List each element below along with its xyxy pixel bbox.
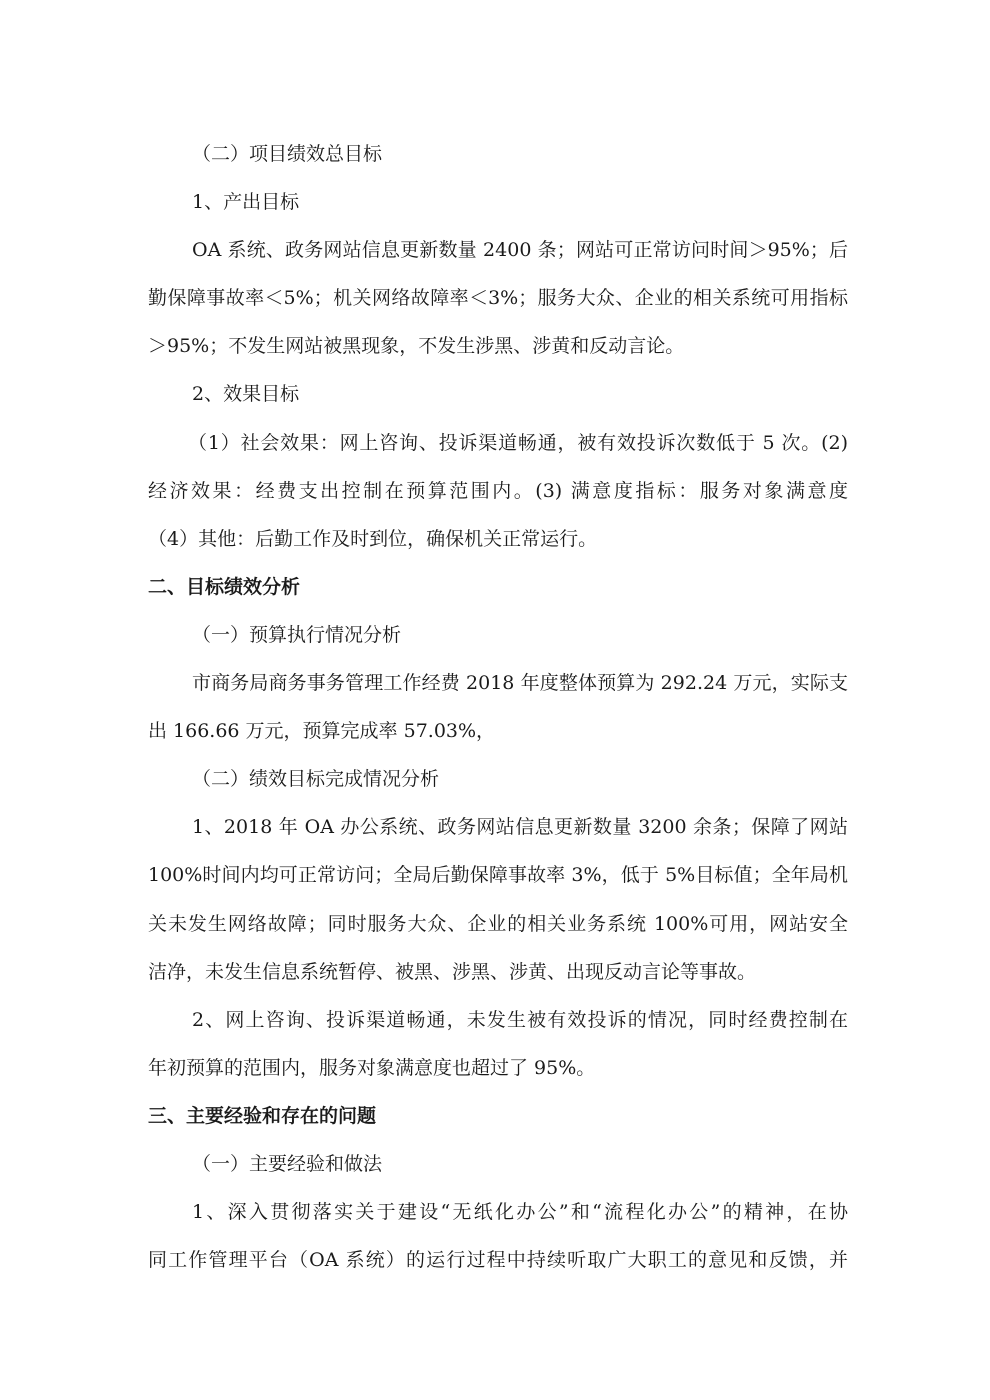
paragraph-line: 1、深入贯彻落实关于建设“无纸化办公”和“流程化办公”的精神，在协 (192, 1201, 848, 1224)
section-heading-experience-issues: 三、主要经验和存在的问题 (148, 1104, 377, 1127)
paragraph-line: （1）社会效果：网上咨询、投诉渠道畅通，被有效投诉次数低于 5 次。(2) (188, 431, 848, 454)
paragraph-line: 洁净，未发生信息系统暂停、被黑、涉黑、涉黄、出现反动言论等事故。 (148, 960, 757, 983)
paragraph-line: OA 系统、政务网站信息更新数量 2400 条；网站可正常访问时间＞95%；后 (192, 239, 848, 262)
paragraph-line: 100%时间内均可正常访问；全局后勤保障事故率 3%，低于 5%目标值；全年局机 (148, 864, 848, 887)
paragraph-line: 年初预算的范围内，服务对象满意度也超过了 95%。 (148, 1056, 596, 1079)
section-heading-goal-analysis: 二、目标绩效分析 (148, 575, 301, 598)
paragraph-line: 经济效果：经费支出控制在预算范围内。(3) 满意度指标：服务对象满意度 (148, 479, 848, 502)
item-output-goals: 1、产出目标 (192, 191, 300, 214)
subsection-heading-budget-execution: （一）预算执行情况分析 (192, 623, 402, 646)
subsection-heading-overall-goals: （二）项目绩效总目标 (192, 143, 383, 165)
paragraph-line: 勤保障事故率＜5%；机关网络故障率＜3%；服务大众、企业的相关系统可用指标 (148, 287, 848, 310)
subsection-heading-goal-completion: （二）绩效目标完成情况分析 (192, 768, 440, 791)
paragraph-line: 2、网上咨询、投诉渠道畅通，未发生被有效投诉的情况，同时经费控制在 (192, 1008, 848, 1031)
paragraph-line: 同工作管理平台（OA 系统）的运行过程中持续听取广大职工的意见和反馈，并 (148, 1249, 848, 1272)
paragraph-line: 1、2018 年 OA 办公系统、政务网站信息更新数量 3200 余条；保障了网站 (192, 816, 848, 839)
paragraph-line: 出 166.66 万元，预算完成率 57.03%， (148, 720, 496, 743)
item-effect-goals: 2、效果目标 (192, 383, 300, 406)
paragraph-line: 市商务局商务事务管理工作经费 2018 年度整体预算为 292.24 万元，实际支 (192, 672, 848, 695)
paragraph-line: （4）其他：后勤工作及时到位，确保机关正常运行。 (148, 527, 598, 550)
subsection-heading-main-experience: （一）主要经验和做法 (192, 1152, 383, 1175)
document-page (148, 130, 848, 1284)
paragraph-line: ＞95%；不发生网站被黑现象，不发生涉黑、涉黄和反动言论。 (148, 335, 685, 358)
paragraph-line: 关未发生网络故障；同时服务大众、企业的相关业务系统 100%可用，网站安全 (148, 912, 848, 935)
